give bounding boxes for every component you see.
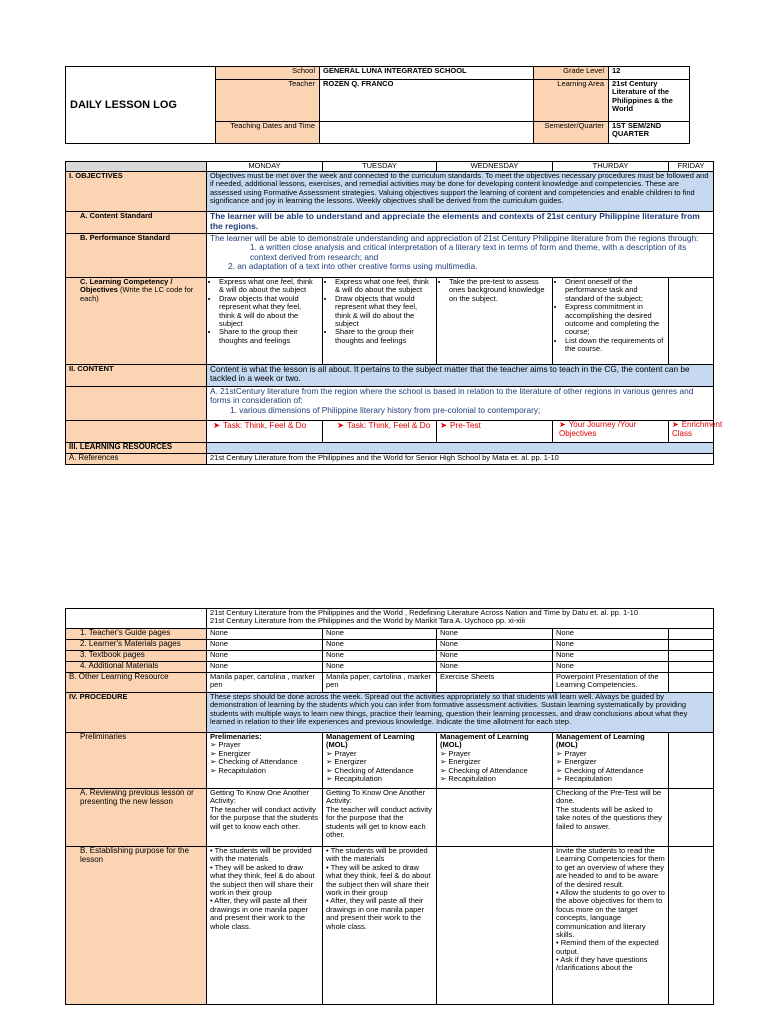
ref-lines (207, 609, 714, 629)
purpose-item: • The students will be provided with the materials (210, 846, 312, 864)
other-resource-value: Exercise Sheets (437, 673, 553, 693)
ref-line2: 21st Century Literature from the Philippines and the World by Marikit Tara A. Uychoco pp. xi-xiii (210, 616, 525, 626)
list-item: • Take the pre-test to assess ones background knowledge on the subject. (449, 278, 549, 303)
prelim-monday (207, 733, 323, 789)
purpose-item: • Ask if they have questions /clarifications about the (556, 955, 648, 973)
purpose-item: • Remind them of the expected output. (556, 938, 659, 956)
prelim-item: ➢ Recapitulation (210, 767, 319, 775)
other-resource-label: B. Other Learning Resource (66, 673, 207, 693)
resource-value: None (437, 629, 553, 640)
objectives-text: Objectives must be met over the week and connected to the curriculum standards. To meet the objectives necessary procedures must be followed and if needed, additional lessons, exercises, and remedial activities may be done for developing content knowledge and competencies. These are assessed using Formative Assessment strategies. Valuing objectives support the learning of content and competencies and enable children to find significance and joy in learning the lessons. Weekly objectives shall be derived from the curriculum guides. (207, 172, 714, 212)
task-monday (207, 421, 323, 443)
review-title: Checking of the Pre-Test will be done. (556, 788, 662, 806)
ref-line1: 21st Century Literature from the Philippines and the World , Redefining Literature Across Nation and Time by Datu et. al. pp. 1-10 (210, 608, 639, 617)
grade-label: Grade Level (534, 67, 609, 80)
review-body: The students will be asked to take notes of the questions they failed to answer. (556, 804, 662, 831)
list-item: • Draw objects that would represent what they feel, think & will do about the subject (335, 295, 433, 329)
prelim-item: ➢ Checking of Attendance (556, 767, 665, 775)
purpose-item: • After, they will paste all their drawings in one manila paper and present their work to the whole class. (210, 896, 308, 931)
resource-row-label: 3. Textbook pages (66, 651, 207, 662)
sem-value: 1ST SEM/2ND QUARTER (609, 122, 690, 144)
resource-value: None (323, 662, 437, 673)
content-detail: A. 21stCentury literature from the region where the school is based in relation to the literature of other regions in various genres and forms in consideration of: (210, 386, 694, 406)
competency-label-cell (66, 278, 207, 365)
resource-value: None (207, 662, 323, 673)
other-resource-value: Manila paper, cartolina , marker pen (207, 673, 323, 693)
prelim-friday (669, 733, 714, 789)
objectives-label: I. OBJECTIVES (66, 172, 207, 212)
resource-value: None (323, 640, 437, 651)
review-friday (669, 789, 714, 847)
corner-cell (66, 162, 207, 172)
purpose-tuesday (323, 847, 437, 1005)
prelim-item: ➢ Energizer (440, 758, 549, 766)
resource-value: None (437, 662, 553, 673)
purpose-item: • They will be asked to draw what they think, feel & do about the subject then will share their work in their group (210, 862, 315, 897)
resource-row-label: 2. Learner's Materials pages (66, 640, 207, 651)
sem-label: Semester/Quarter (534, 122, 609, 144)
prelim-item: ➢ Energizer (326, 758, 433, 766)
resource-value: None (553, 662, 669, 673)
prelim-item: ➢ Checking of Attendance (210, 758, 319, 766)
prelim-item: ➢ Prayer (556, 750, 665, 758)
review-label: A. Reviewing previous lesson or presenting the new lesson (66, 789, 207, 847)
resource-value-empty (669, 629, 714, 640)
review-wednesday (437, 789, 553, 847)
review-body: The teacher will conduct activity for the purpose that the students will get to know each other. (210, 804, 318, 831)
resource-value: None (553, 651, 669, 662)
school-label: School (216, 67, 320, 80)
resource-value: None (207, 640, 323, 651)
list-item: • Express what one feel, think & will do about the subject (335, 278, 433, 295)
list-item: • Share to the group their thoughts and feelings (335, 328, 433, 345)
content-label: II. CONTENT (66, 365, 207, 387)
performance-text: The learner will be able to demonstrate understanding and appreciation of 21st Century Philippine literature from the regions through: (210, 233, 699, 243)
resource-value: None (553, 640, 669, 651)
school-value: GENERAL LUNA INTEGRATED SCHOOL (320, 67, 534, 80)
prelim-item: ➢ Prayer (440, 750, 549, 758)
other-resource-empty (669, 673, 714, 693)
purpose-item: • The students will be provided with the materials (326, 846, 428, 864)
resource-value: None (323, 651, 437, 662)
day-thursday: THURDAY (553, 162, 669, 172)
resources-label: III. LEARNING RESOURCES (66, 443, 207, 454)
competency-friday (669, 278, 714, 365)
competency-wednesday (437, 278, 553, 365)
task-label: Enrichment Class (672, 420, 723, 438)
resources-bar (207, 443, 714, 454)
review-monday (207, 789, 323, 847)
dates-label: Teaching Dates and Time (216, 122, 320, 144)
review-title: Getting To Know One Another Activity: (326, 788, 426, 806)
header-table (65, 66, 690, 144)
content-detail-item: 1. various dimensions of Philippine literary history from pre-colonial to contemporary; (230, 404, 541, 415)
competency-tuesday (323, 278, 437, 365)
teacher-value: ROZEN Q. FRANCO (320, 80, 534, 122)
ref-spacer (66, 609, 207, 629)
references-label: A. References (66, 454, 207, 465)
competency-monday (207, 278, 323, 365)
resource-value: None (207, 629, 323, 640)
prelim-item: ➢ Prayer (210, 741, 319, 749)
arrow-icon (559, 420, 569, 429)
performance-item1: 1. a written close analysis and critical interpretation of a literary text in terms of form and theme, with a description of its context derived from research; and (250, 242, 687, 262)
purpose-item: Invite the students to read the Learning Competencies for them to get an overview of where they are headed to and to be aware of the desired result. (556, 846, 665, 889)
lesson-table-top (65, 161, 723, 465)
resource-value: None (437, 651, 553, 662)
competency-label: C. Learning Competency / Objectives (80, 277, 173, 295)
task-label: Your Journey /Your Objectives (559, 420, 637, 438)
prelim-thursday (553, 733, 669, 789)
task-friday (669, 420, 723, 443)
content-detail-cell (207, 387, 714, 421)
day-friday: FRIDAY (669, 162, 714, 172)
tasks-spacer (66, 421, 207, 443)
list-item: • Draw objects that would represent what they feel, think & will do about the subject (219, 295, 319, 329)
list-item: • Express commitment in accomplishing the desired outcome and completing the course; (565, 303, 665, 337)
arrow-icon (337, 420, 347, 430)
task-wednesday (437, 421, 553, 443)
prelim-item: ➢ Energizer (210, 750, 319, 758)
purpose-label: B. Establishing purpose for the lesson (66, 847, 207, 1005)
prelim-item: ➢ Energizer (556, 758, 665, 766)
arrow-icon (672, 420, 682, 429)
resource-value-empty (669, 662, 714, 673)
day-monday: MONDAY (207, 162, 323, 172)
review-tuesday (323, 789, 437, 847)
purpose-wednesday (437, 847, 553, 1005)
task-label: Task: Think, Feel & Do (346, 420, 431, 430)
purpose-monday (207, 847, 323, 1005)
day-wednesday: WEDNESDAY (437, 162, 553, 172)
prelim-tuesday (323, 733, 437, 789)
task-label: Pre-Test (449, 420, 481, 430)
references-text: 21st Century Literature from the Philippines and the World for Senior High School by Mata et. al. pp. 1-10 (207, 454, 714, 465)
resource-value-empty (669, 651, 714, 662)
prelim-item: ➢ Recapitulation (326, 775, 433, 783)
purpose-item: • After, they will paste all their drawings in one manila paper and present their work to the whole class. (326, 896, 424, 931)
purpose-friday (669, 847, 714, 1005)
day-tuesday: TUESDAY (323, 162, 437, 172)
area-label: Learning Area (534, 80, 609, 122)
resource-value-empty (669, 640, 714, 651)
prelim-item: ➢ Prayer (326, 750, 433, 758)
prelim-item: ➢ Checking of Attendance (326, 767, 433, 775)
resource-value: None (207, 651, 323, 662)
prelim-head: Prelimenaries: (210, 732, 262, 741)
task-tuesday (323, 421, 437, 443)
task-thursday (553, 421, 669, 443)
review-thursday (553, 789, 669, 847)
review-body: The teacher will conduct activity for the purpose that the students will get to know each other. (326, 804, 432, 839)
prelim-item: ➢ Recapitulation (440, 775, 549, 783)
purpose-item: • They will be asked to draw what they think, feel & do about the subject then will share their work in their group (326, 862, 431, 897)
list-item: • Express what one feel, think & will do about the subject (219, 278, 319, 295)
dates-value (320, 122, 534, 144)
prelim-item: ➢ Recapitulation (556, 775, 665, 783)
resource-row-label: 4. Additional Materials (66, 662, 207, 673)
prelim-wednesday (437, 733, 553, 789)
prelim-head: Management of Learning (MOL) (440, 732, 529, 750)
competency-note: (Write the LC code for each) (80, 285, 194, 303)
area-value: 21st Century Literature of the Philippines & the World (609, 80, 690, 122)
grade-value: 12 (609, 67, 690, 80)
content-standard-text: The learner will be able to understand and appreciate the elements and contexts of 21st century Philippine literature from the regions. (207, 212, 714, 234)
performance-cell (207, 234, 714, 278)
task-label: Task: Think, Feel & Do (222, 420, 307, 430)
prelim-item: ➢ Checking of Attendance (440, 767, 549, 775)
procedure-label: IV. PROCEDURE (66, 693, 207, 733)
resource-value: None (437, 640, 553, 651)
page-title: DAILY LESSON LOG (66, 67, 216, 144)
content-text: Content is what the lesson is all about. It pertains to the subject matter that the teacher aims to teach in the CG, the content can be tackled in a week or two. (207, 365, 714, 387)
other-resource-value: Powerpoint Presentation of the Learning Competencies. (553, 673, 669, 693)
competency-thursday (553, 278, 669, 365)
preliminaries-label: Preliminaries (66, 733, 207, 789)
list-item: • Orient oneself of the performance task and standard of the subject; (565, 278, 665, 303)
review-title: Getting To Know One Another Activity: (210, 788, 310, 806)
content-detail-spacer (66, 387, 207, 421)
resource-value: None (553, 629, 669, 640)
resource-row-label: 1. Teacher's Guide pages (66, 629, 207, 640)
other-resource-value: Manila paper, cartolina , marker pen (323, 673, 437, 693)
arrow-icon (213, 420, 223, 430)
performance-label: B. Performance Standard (66, 234, 207, 278)
list-item: • List down the requirements of the course. (565, 337, 665, 354)
lesson-table-bottom (65, 608, 714, 1005)
prelim-head: Management of Learning (MOL) (326, 732, 415, 750)
content-standard-label: A. Content Standard (66, 212, 207, 234)
performance-item2: 2. an adaptation of a text into other creative forms using multimedia. (228, 260, 478, 271)
list-item: • Share to the group their thoughts and feelings (219, 328, 319, 345)
purpose-thursday (553, 847, 669, 1005)
arrow-icon (440, 420, 450, 430)
prelim-head: Management of Learning (MOL) (556, 732, 645, 750)
procedure-text: These steps should be done across the week. Spread out the activities appropriately so that students will learn well. Always be guided by demonstration of learning by the students which you can infer from formative assessment activities. Sustain learning systematically by providing students with multiple ways to learn new things, practice their learning, question their learning processes, and draw conclusions about what they learned in relation to their life experiences and previous knowledge. Indicate the time allotment for each step. (207, 693, 714, 733)
purpose-item: • Allow the students to go over to the above objectives for them to focus more on the target concepts, language communication and literary skills. (556, 887, 665, 939)
teacher-label: Teacher (216, 80, 320, 122)
resource-value: None (323, 629, 437, 640)
